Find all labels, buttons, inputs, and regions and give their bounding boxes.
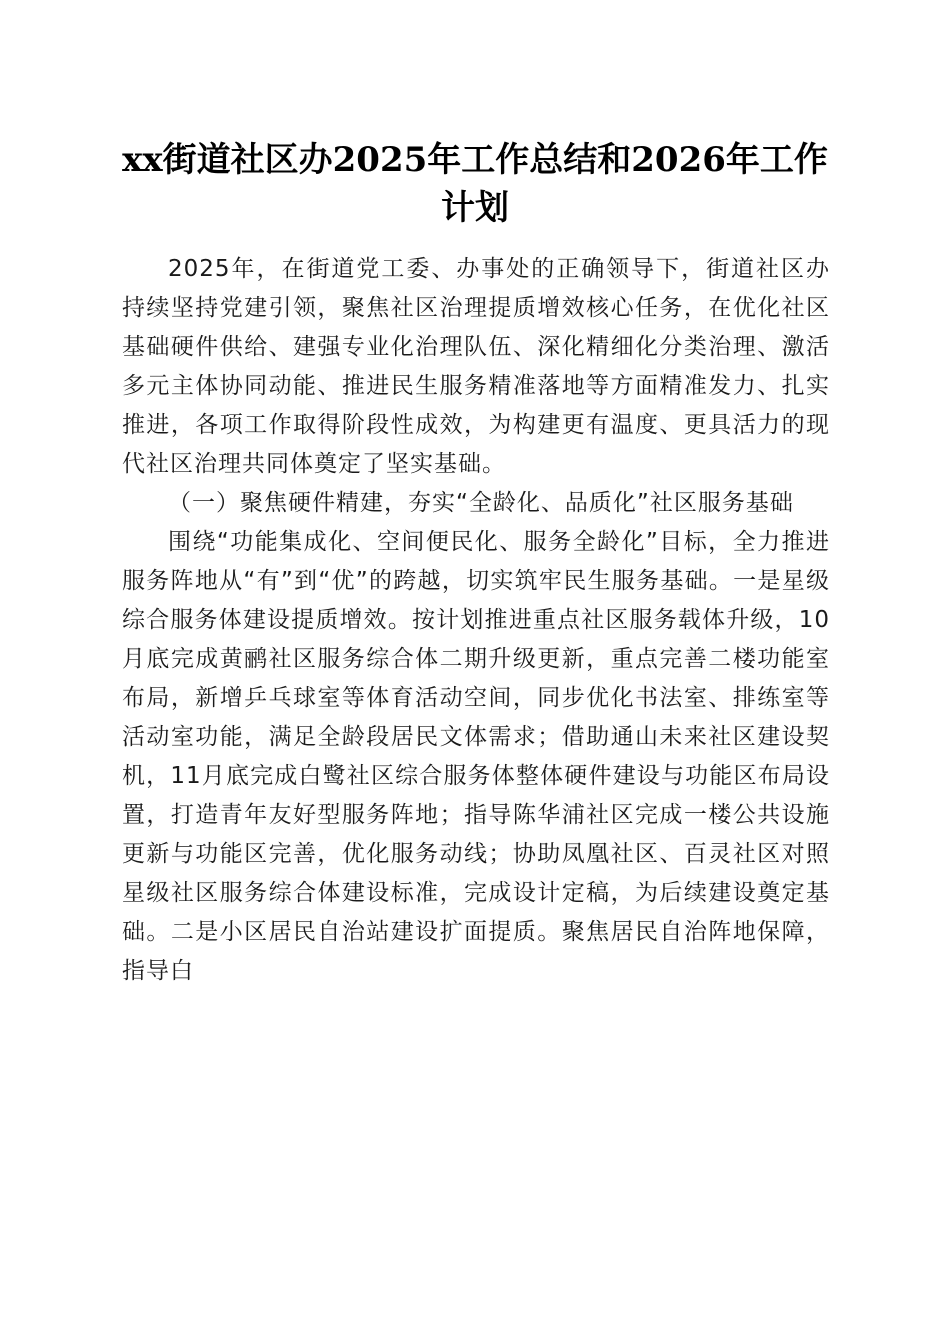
section-1-paragraph: 围绕“功能集成化、空间便民化、服务全龄化”目标，全力推进服务阵地从“有”到“优”的跨越，切实筑牢民生服务基础。一是星级综合服务体建设提质增效。按计划推进重点社区服务载体升级，10月底完成黄鹂社区服务综合体二期升级更新，重点完善二楼功能室布局，新增乒乓球室等体育活动空间，同步优化书法室、排练室等活动室功能，满足全龄段居民文体需求；借助通山未来社区建设契机，11月底完成白鹭社区综合服务体整体硬件建设与功能区布局设置，打造青年友好型服务阵地；指导陈华浦社区完成一楼公共设施更新与功能区完善，优化服务动线；协助凤凰社区、百灵社区对照星级社区服务综合体建设标准，完成设计定稿，为后续建设奠定基础。二是小区居民自治站建设扩面提质。聚焦居民自治阵地保障，指导白 [122,529,830,984]
document-title: xx街道社区办2025年工作总结和2026年工作计划 [122,140,828,228]
intro-paragraph: 2025年，在街道党工委、办事处的正确领导下，街道社区办持续坚持党建引领，聚焦社区治理提质增效核心任务，在优化社区基础硬件供给、建强专业化治理队伍、深化精细化分类治理、激活多元主体协同动能、推进民生服务精准落地等方面精准发力、扎实推进，各项工作取得阶段性成效，为构建更有温度、更具活力的现代社区治理共同体奠定了坚实基础。 [122,256,830,477]
section-heading-1: （一）聚焦硬件精建，夯实“全龄化、品质化”社区服务基础 [168,490,794,516]
document-body [122,250,830,991]
